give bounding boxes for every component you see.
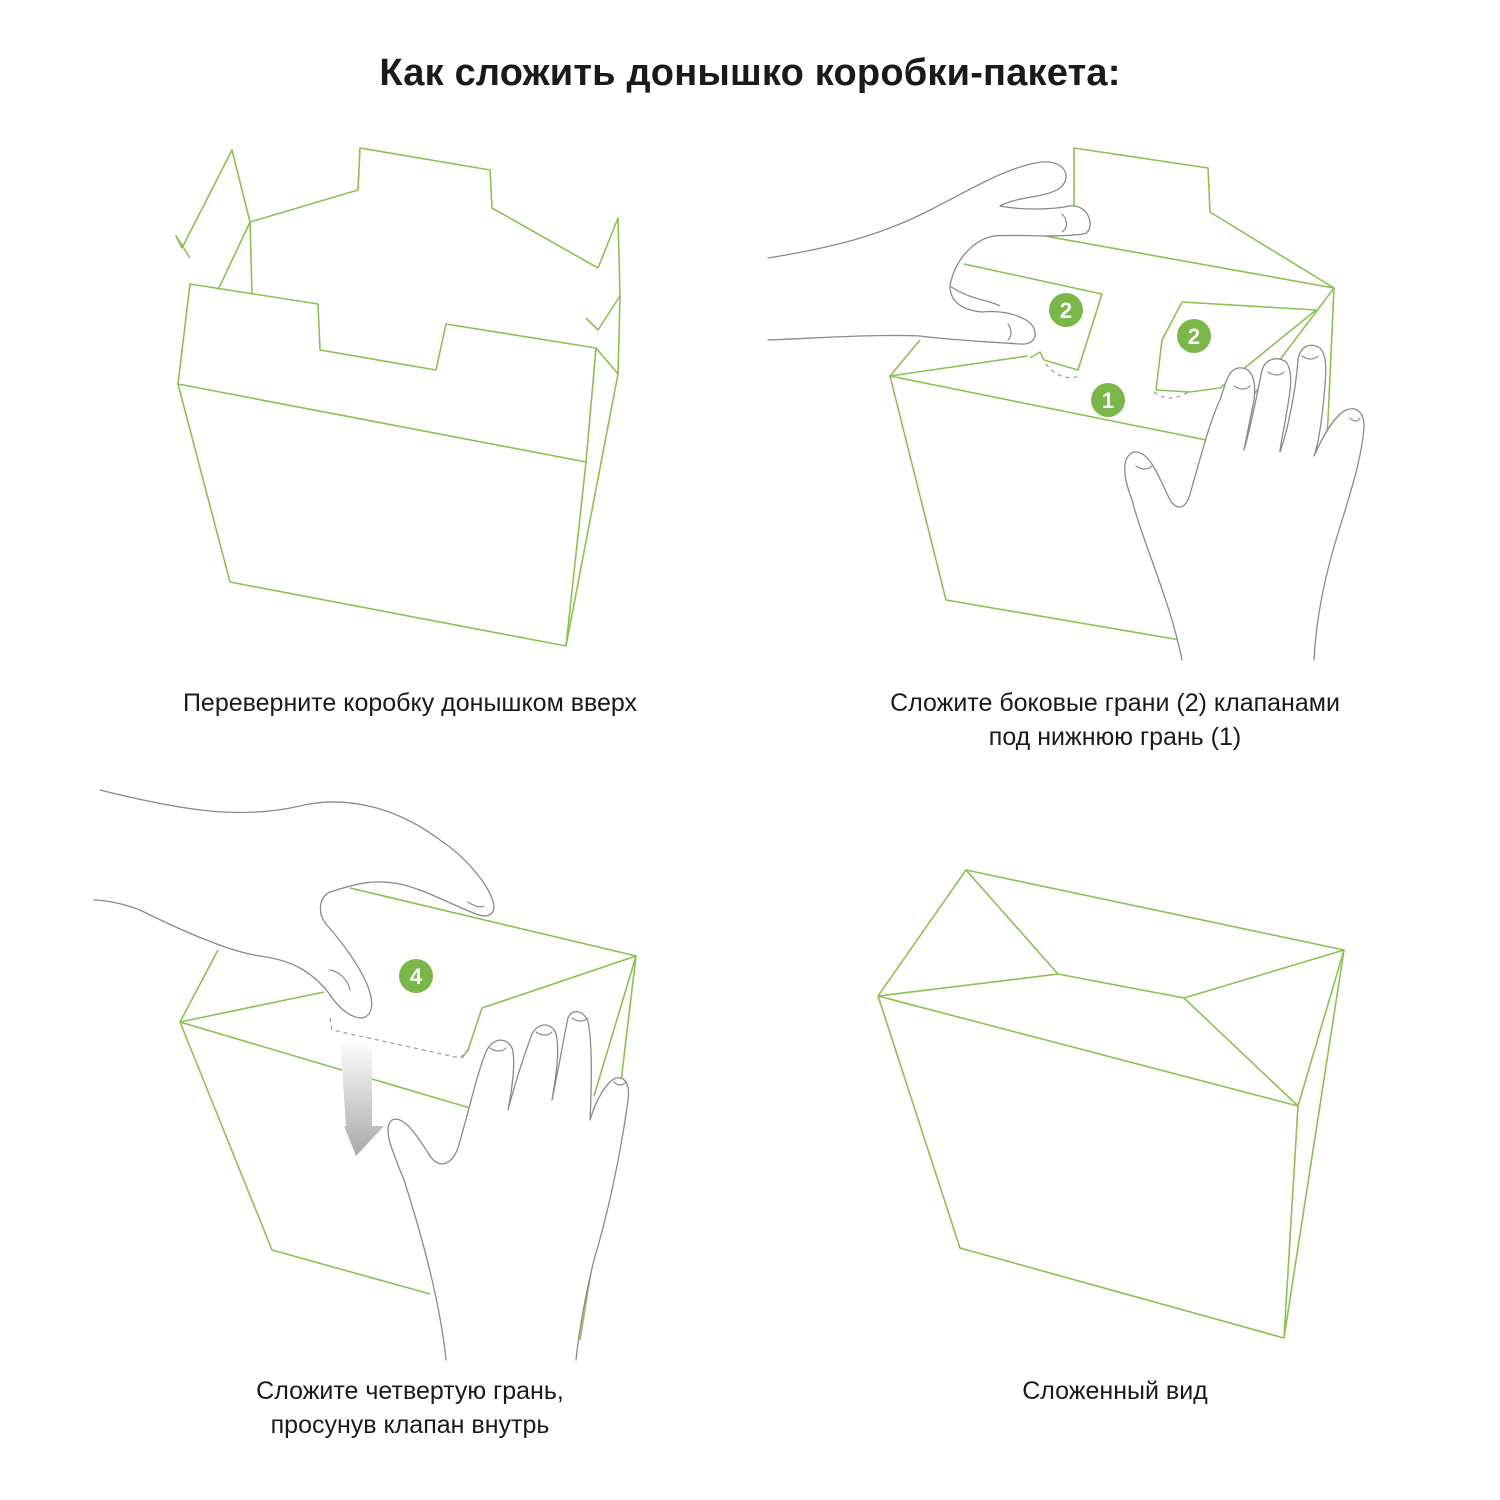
- badge-4: [399, 959, 433, 993]
- step-4-illustration: [750, 760, 1500, 1380]
- caption-line: просунув клапан внутрь: [270, 1411, 550, 1439]
- badge-2-right: [1177, 319, 1211, 353]
- caption-line: Сложенный вид: [1022, 1377, 1208, 1405]
- step-2-illustration: [750, 0, 1500, 680]
- page-title: Как сложить донышко коробки-пакета:: [379, 52, 1121, 94]
- svg-text:4: 4: [409, 964, 423, 989]
- step-1-caption: [60, 686, 760, 720]
- left-hand-drawing: [94, 790, 494, 1018]
- caption-line: Сложите четвертую грань,: [256, 1377, 564, 1405]
- folding-sides-drawing: [750, 0, 1500, 680]
- step-3-caption: [60, 1374, 760, 1442]
- folded-box-drawing: [750, 760, 1500, 1380]
- step-2-caption: [760, 686, 1470, 754]
- svg-text:2: 2: [1187, 324, 1201, 349]
- caption-line: Сложите боковые грани (2) клапанами: [890, 689, 1340, 717]
- open-box-drawing: [0, 0, 750, 680]
- badge-2-left: [1049, 293, 1083, 327]
- step-3-illustration: [0, 760, 750, 1380]
- down-arrow-icon: [340, 1040, 384, 1156]
- left-hand-drawing: [768, 162, 1090, 344]
- caption-line: под нижнюю грань (1): [988, 723, 1242, 751]
- caption-line: Переверните коробку донышком вверх: [182, 689, 638, 717]
- step-4-caption: [760, 1374, 1470, 1408]
- right-hand-drawing: [388, 1012, 629, 1360]
- svg-text:1: 1: [1101, 388, 1115, 413]
- right-hand-drawing: [1125, 345, 1364, 660]
- badge-1: [1091, 383, 1125, 417]
- svg-text:2: 2: [1059, 298, 1073, 323]
- step-1-illustration: [0, 0, 750, 680]
- folding-fourth-face-drawing: [0, 760, 750, 1380]
